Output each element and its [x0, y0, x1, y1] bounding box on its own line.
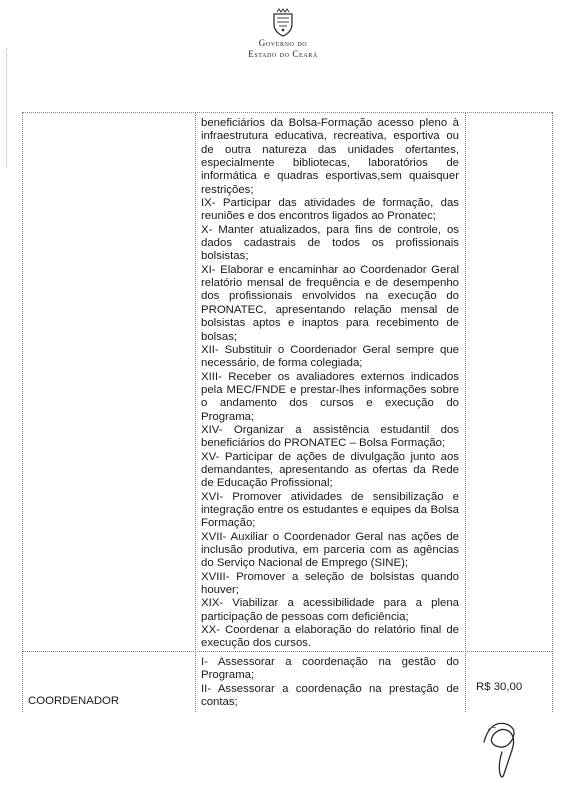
- table-right-border: [552, 112, 553, 712]
- state-label: Estado do Ceará: [248, 49, 318, 59]
- government-label: Governo do: [258, 38, 308, 48]
- duty-paragraph: XIV- Organizar a assistência estudantil dos beneficiários do PRONATEC – Bolsa Formação;: [201, 423, 459, 450]
- duty-paragraph: II- Assessorar a coordenação na prestação de contas;: [201, 682, 459, 709]
- duties-list-row2: [201, 656, 459, 709]
- duty-paragraph: XVI- Promover atividades de sensibilização e integração entre os estudantes e equipes da Bolsa Formação;: [201, 490, 459, 530]
- table-top-border: [22, 112, 552, 113]
- government-name: [0, 38, 566, 49]
- stipend-value: R$ 30,00: [476, 681, 523, 693]
- state-name: [0, 49, 566, 60]
- row-divider: [22, 651, 552, 652]
- handwritten-signature: [470, 712, 530, 782]
- duty-paragraph: XVIII- Promover a seleção de bolsistas quando houver;: [201, 570, 459, 597]
- duty-paragraph: I- Assessorar a coordenação na gestão do Programa;: [201, 656, 459, 682]
- duty-paragraph: XIX- Viabilizar a acessibilidade para a plena participação de pessoas com deficiência;: [201, 597, 459, 623]
- duty-paragraph: XVII- Auxiliar o Coordenador Geral nas ações de inclusão produtiva, em parceria com as agências do Serviço Nacional de Emprego (SINE);: [201, 530, 459, 570]
- duties-list-row1: [201, 117, 459, 651]
- duty-paragraph: XV- Participar de ações de divulgação junto aos demandantes, apresentando as ofertas da Rede de Educação Profissional;: [201, 450, 459, 490]
- column-divider-1: [195, 112, 196, 712]
- duty-paragraph: XIII- Receber os avaliadores externos indicados pela MEC/FNDE e prestar-lhes informações sobre o andamento dos cursos e execução do Programa;: [201, 370, 459, 423]
- scan-margin-marks: [6, 48, 10, 168]
- duty-paragraph: X- Manter atualizados, para fins de controle, os dados cadastrais de todos os profissionais bolsistas;: [201, 223, 459, 263]
- column-divider-2: [465, 112, 466, 712]
- letterhead: [0, 8, 566, 60]
- duty-paragraph: XX- Coordenar a elaboração do relatório final de execução dos cursos.: [201, 624, 459, 650]
- duty-paragraph: XI- Elaborar e encaminhar ao Coordenador Geral relatório mensal de frequência e de desempenho dos profissionais envolvidos na execução do PRONATEC, apresentando relação mensal de bolsistas aptos e inaptos para recebimento de bolsas;: [201, 263, 459, 343]
- duty-paragraph: beneficiários da Bolsa-Formação acesso pleno à infraestrutura educativa, recreativa, esportiva ou de outra natureza das unidades ofertantes, especialmente bibliotecas, laboratórios de informática e quadras esportivas,sem quaisquer restrições;: [201, 117, 459, 196]
- state-coat-of-arms-icon: [270, 8, 296, 38]
- role-title: COORDENADOR: [28, 695, 120, 707]
- duty-paragraph: IX- Participar das atividades de formação, das reuniões e dos encontros ligados ao Pronatec;: [201, 197, 459, 223]
- table-left-border: [22, 112, 23, 712]
- duty-paragraph: XII- Substituir o Coordenador Geral sempre que necessário, de forma colegiada;: [201, 343, 459, 370]
